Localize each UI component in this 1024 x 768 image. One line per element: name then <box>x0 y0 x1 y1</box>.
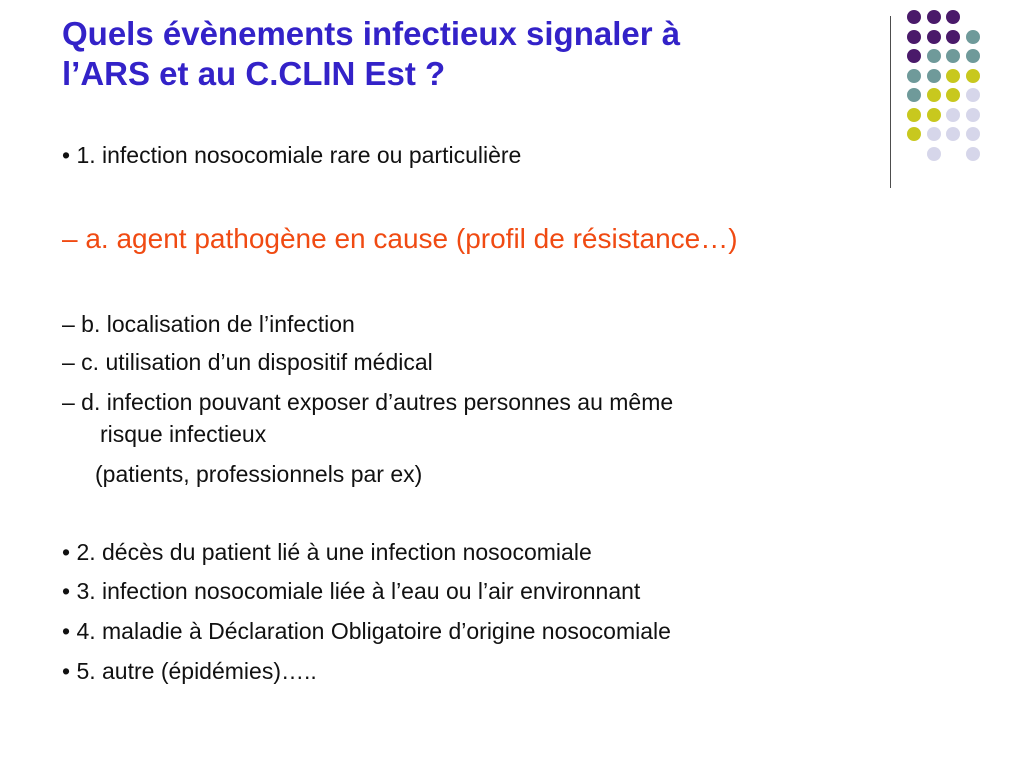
decorative-dot <box>907 30 921 44</box>
decorative-dot <box>927 10 941 24</box>
decorative-dot <box>927 30 941 44</box>
decorative-dot <box>946 69 960 83</box>
sub-item-c: – c. utilisation d’un dispositif médical <box>62 349 433 375</box>
decorative-dot <box>927 88 941 102</box>
title-line-1: Quels évènements infectieux signaler à <box>62 15 681 52</box>
decorative-dot <box>946 49 960 63</box>
decorative-dot <box>966 30 980 44</box>
sub-item-d-note: (patients, professionnels par ex) <box>95 461 423 487</box>
decorative-dot <box>907 69 921 83</box>
sub-item-d: – d. infection pouvant exposer d’autres personnes au même <box>62 389 674 415</box>
decorative-dot <box>966 49 980 63</box>
decorative-dot <box>966 88 980 102</box>
bullet-item-5: • 5. autre (épidémies)….. <box>62 658 317 684</box>
sub-item-a: – a. agent pathogène en cause (profil de résistance…) <box>62 223 738 254</box>
decorative-dot <box>946 108 960 122</box>
title-line-2: l’ARS et au C.CLIN Est ? <box>62 55 446 92</box>
decorative-dot <box>907 88 921 102</box>
decorative-dot <box>966 147 980 161</box>
decorative-dot <box>927 49 941 63</box>
bullet-item-1: • 1. infection nosocomiale rare ou particulière <box>62 142 522 168</box>
bullet-item-2: • 2. décès du patient lié à une infection nosocomiale <box>62 539 592 565</box>
decorative-dot <box>927 108 941 122</box>
decorative-dot <box>907 108 921 122</box>
decorative-dot <box>946 127 960 141</box>
bullet-item-3: • 3. infection nosocomiale liée à l’eau ou l’air environnant <box>62 578 641 604</box>
decorative-dot <box>966 127 980 141</box>
decorative-dot <box>927 127 941 141</box>
bullet-item-4: • 4. maladie à Déclaration Obligatoire d’origine nosocomiale <box>62 618 671 644</box>
decorative-dot <box>907 127 921 141</box>
decorative-dot <box>946 88 960 102</box>
decorative-dot <box>927 69 941 83</box>
decorative-dot <box>946 30 960 44</box>
decorative-dot <box>966 69 980 83</box>
decorative-dot-grid <box>907 10 997 170</box>
decorative-dot <box>966 108 980 122</box>
decorative-dot <box>907 10 921 24</box>
sub-item-d-continuation: risque infectieux <box>100 421 267 447</box>
sub-item-b: – b. localisation de l’infection <box>62 311 355 337</box>
decorative-dot <box>927 147 941 161</box>
decorative-dot <box>946 10 960 24</box>
slide-title <box>62 14 862 94</box>
title-divider-line <box>890 16 891 188</box>
decorative-dot <box>907 49 921 63</box>
